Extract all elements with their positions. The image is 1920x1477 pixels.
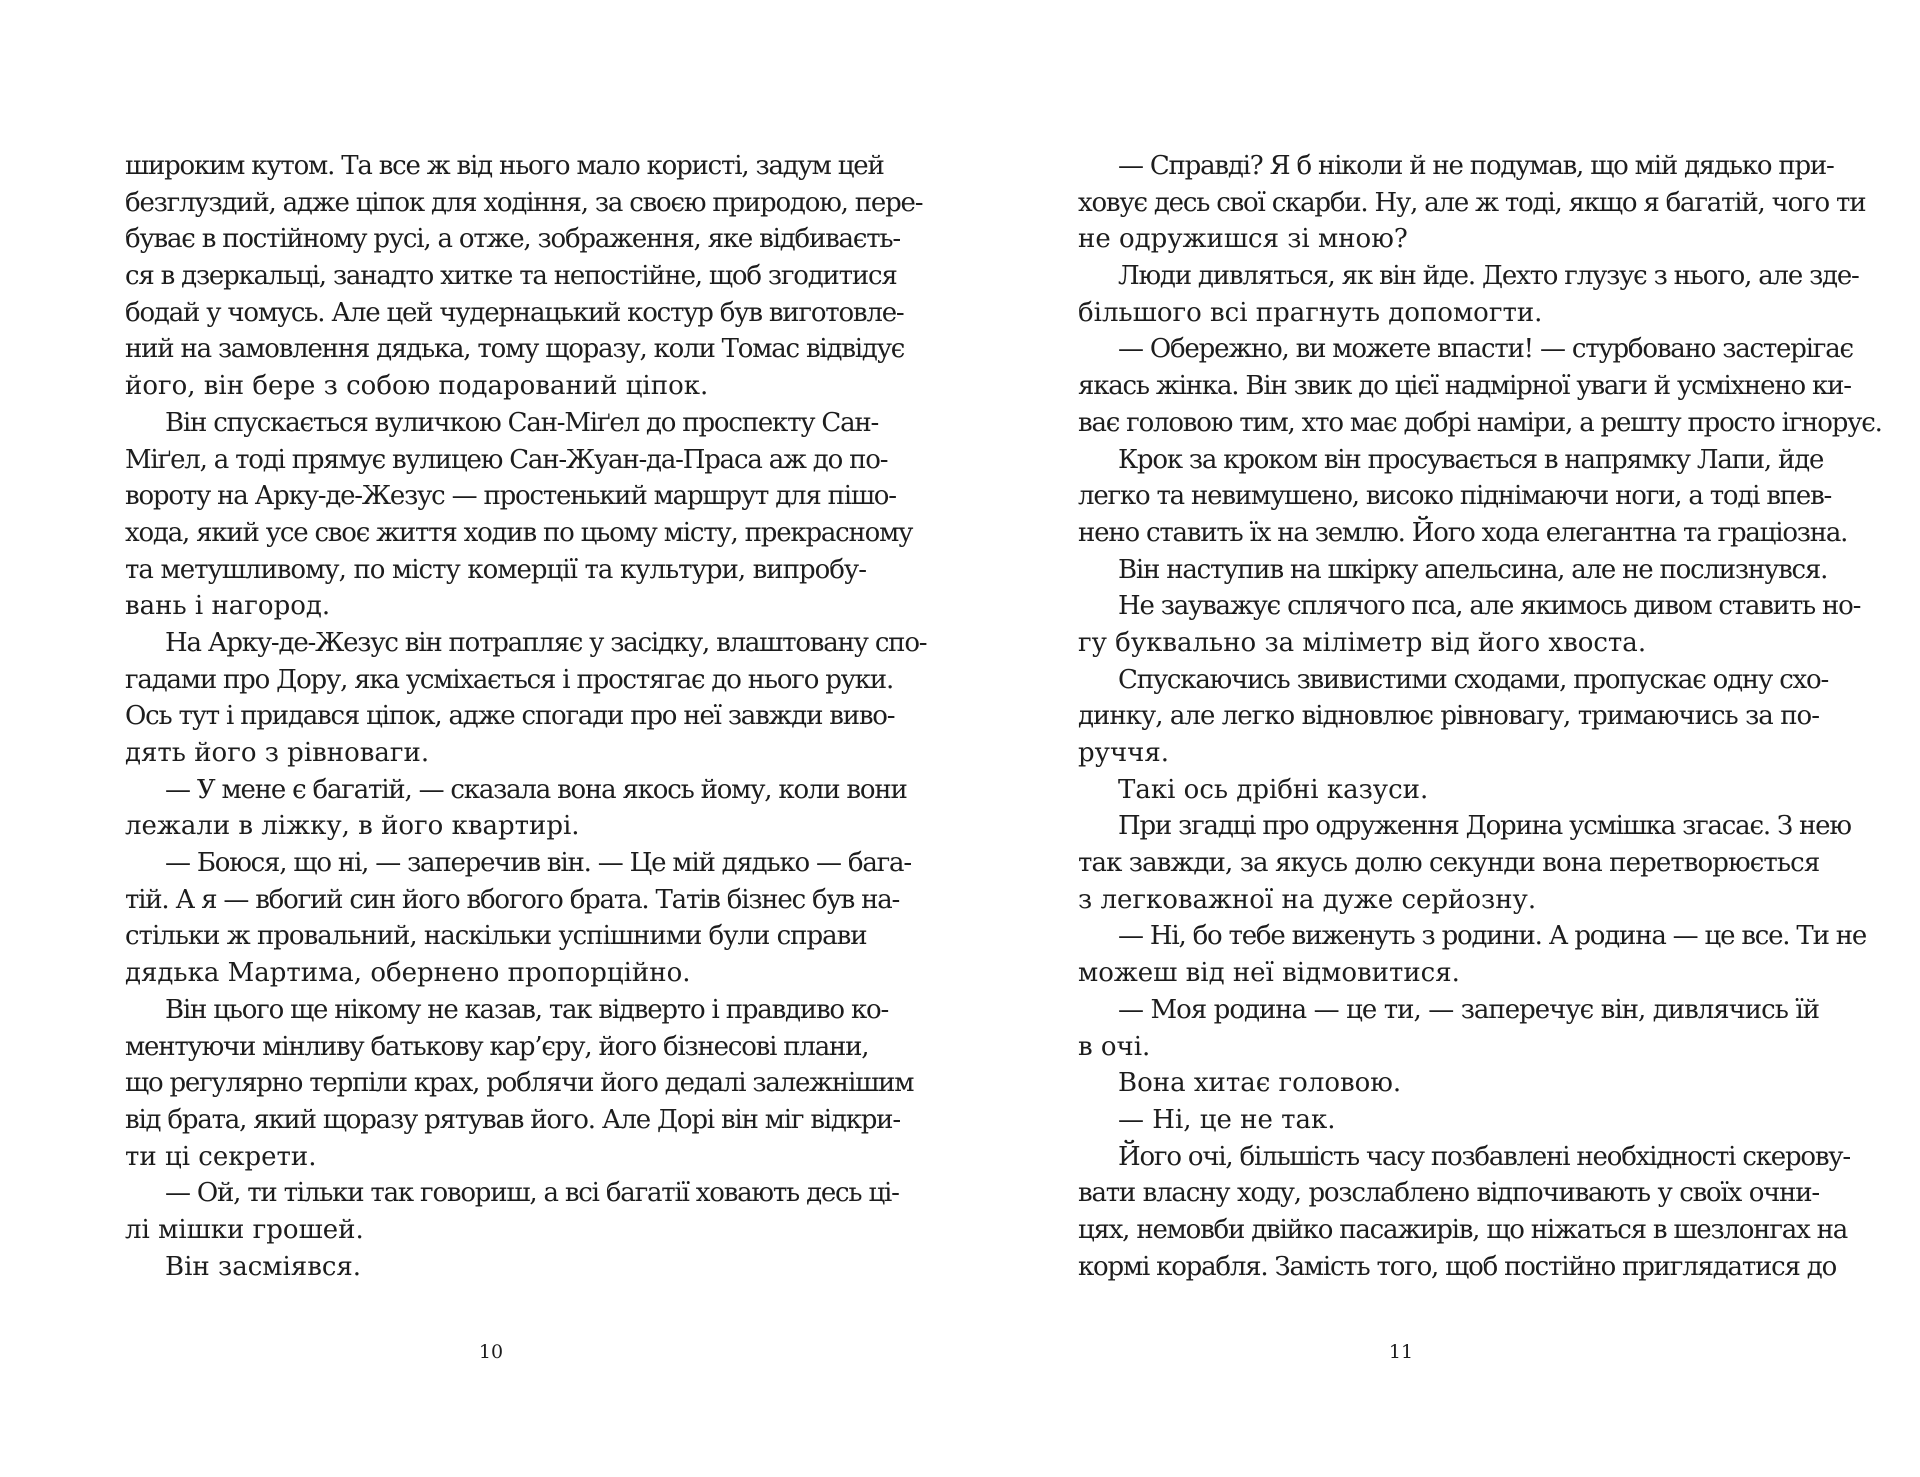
- text-line: буває в постійному русі, а отже, зображення, яке відбиваєть-: [125, 224, 900, 255]
- right-page-text: [1078, 148, 1882, 1285]
- text-line: — Ні, це не так.: [1118, 1104, 1336, 1135]
- text-line: його, він бере з собою подарований ціпок.: [125, 371, 709, 402]
- text-line: гадами про Дору, яка усміхається і простягає до нього руки.: [125, 664, 894, 695]
- text-line: дять його з рівноваги.: [125, 738, 430, 768]
- text-line: дядька Мартима, обернено пропорційно.: [125, 958, 691, 989]
- text-line: Спускаючись звивистими сходами, пропускає одну схо-: [1118, 664, 1829, 695]
- text-line: — Обережно, ви можете впасти! — стурбовано застерігає: [1118, 334, 1853, 365]
- text-line: — У мене є багатій, — сказала вона якось йому, коли вони: [165, 774, 907, 805]
- text-line: більшого всі прагнуть допомогти.: [1078, 297, 1543, 328]
- text-line: тій. А я — вбогий син його вбогого брата. Татів бізнес був на-: [125, 884, 900, 915]
- text-line: Крок за кроком він просувається в напрямку Лапи, йде: [1118, 444, 1824, 475]
- text-line: не одружишся зі мною?: [1078, 224, 1408, 255]
- text-line: Він цього ще нікому не казав, так відверто і правдиво ко-: [165, 994, 889, 1025]
- text-line: — Справді? Я б ніколи й не подумав, що мій дядько при-: [1118, 151, 1834, 181]
- text-line: Не зауважує сплячого пса, але якимось дивом ставить но-: [1118, 591, 1861, 622]
- text-line: вань і нагород.: [125, 591, 331, 622]
- text-line: вати власну ходу, розслаблено відпочивають у своїх очни-: [1078, 1178, 1819, 1209]
- text-line: так завжди, за якусь долю секунди вона перетворюється: [1078, 848, 1820, 879]
- text-line: Ось тут і придався ціпок, адже спогади про неї завжди виво-: [125, 701, 895, 732]
- text-line: лі мішки грошей.: [125, 1214, 364, 1245]
- text-line: хода, який усе своє життя ходив по цьому місту, прекрасному: [125, 517, 913, 548]
- left-page-text: [125, 148, 927, 1285]
- text-line: ти ці секрети.: [125, 1141, 317, 1172]
- text-line: руччя.: [1078, 738, 1169, 768]
- text-line: широким кутом. Та все ж від нього мало користі, задум цей: [125, 151, 884, 181]
- text-line: бодай у чомусь. Але цей чудернацький костур був виготовле-: [125, 297, 904, 328]
- text-line: — Ні, бо тебе виженуть з родини. А родина — це все. Ти не: [1118, 921, 1867, 952]
- text-line: якась жінка. Він звик до цієї надмірної уваги й усміхнено ки-: [1078, 371, 1851, 402]
- text-line: нено ставить їх на землю. Його хода елегантна та граціозна.: [1078, 517, 1848, 548]
- text-line: кормі корабля. Замість того, щоб постійно приглядатися до: [1078, 1251, 1837, 1282]
- text-line: ся в дзеркальці, занадто хитке та непостійне, щоб згодитися: [125, 261, 897, 292]
- text-line: Вона хитає головою.: [1118, 1068, 1402, 1099]
- text-line: При згадці про одруження Дорина усмішка згасає. З нею: [1118, 811, 1851, 842]
- right-page: [960, 0, 1920, 1477]
- text-line: ває головою тим, хто має добрі наміри, а решту просто ігнорує.: [1078, 407, 1882, 438]
- text-line: можеш від неї відмовитися.: [1078, 958, 1460, 989]
- text-line: Він наступив на шкірку апельсина, але не послизнувся.: [1118, 554, 1828, 585]
- text-line: Люди дивляться, як він йде. Дехто глузує з нього, але зде-: [1118, 261, 1859, 292]
- text-line: гу буквально за міліметр від його хвоста.: [1078, 627, 1647, 658]
- text-line: та метушливому, по місту комерції та культури, випробу-: [125, 554, 866, 585]
- left-page-number: 10: [478, 1341, 504, 1363]
- right-page-number: 11: [1388, 1341, 1414, 1363]
- text-line: Його очі, більшість часу позбавлені необхідності скерову-: [1118, 1141, 1850, 1172]
- text-line: Міґел, а тоді прямує вулицею Сан-Жуан-да-Праса аж до по-: [125, 444, 888, 475]
- text-line: ний на замовлення дядька, тому щоразу, коли Томас відвідує: [125, 334, 905, 365]
- text-line: лежали в ліжку, в його квартирі.: [125, 811, 580, 842]
- text-line: легко та невимушено, високо піднімаючи ноги, а тоді впев-: [1078, 481, 1832, 512]
- text-line: — Моя родина — це ти, — заперечує він, дивлячись їй: [1118, 994, 1819, 1025]
- text-line: вороту на Арку-де-Жезус — простенький маршрут для пішо-: [125, 481, 896, 512]
- text-line: Такі ось дрібні казуси.: [1118, 774, 1429, 805]
- text-line: динку, але легко відновлює рівновагу, тримаючись за по-: [1078, 701, 1819, 732]
- text-line: безглуздий, адже ціпок для ходіння, за своєю природою, пере-: [125, 187, 923, 218]
- text-line: Він засміявся.: [165, 1251, 362, 1282]
- text-line: — Боюся, що ні, — заперечив він. — Це мій дядько — бага-: [165, 848, 911, 879]
- text-line: цях, немовби двійко пасажирів, що ніжаться в шезлонгах на: [1078, 1214, 1848, 1245]
- text-line: На Арку-де-Жезус він потрапляє у засідку, влаштовану спо-: [165, 627, 927, 658]
- text-line: в очі.: [1078, 1031, 1151, 1062]
- text-line: від брата, який щоразу рятував його. Але Дорі він міг відкри-: [125, 1104, 900, 1135]
- text-line: — Ой, ти тільки так говориш, а всі багатії ховають десь ці-: [165, 1178, 899, 1209]
- text-line: ментуючи мінливу батькову кар’єру, його бізнесові плани,: [125, 1031, 869, 1062]
- text-line: стільки ж провальний, наскільки успішними були справи: [125, 921, 867, 952]
- text-line: ховує десь свої скарби. Ну, але ж тоді, якщо я багатій, чого ти: [1078, 187, 1866, 218]
- text-line: з легковажної на дуже серйозну.: [1078, 884, 1537, 915]
- text-line: що регулярно терпіли крах, роблячи його дедалі залежнішим: [125, 1068, 914, 1099]
- text-line: Він спускається вуличкою Сан-Міґел до проспекту Сан-: [165, 407, 879, 438]
